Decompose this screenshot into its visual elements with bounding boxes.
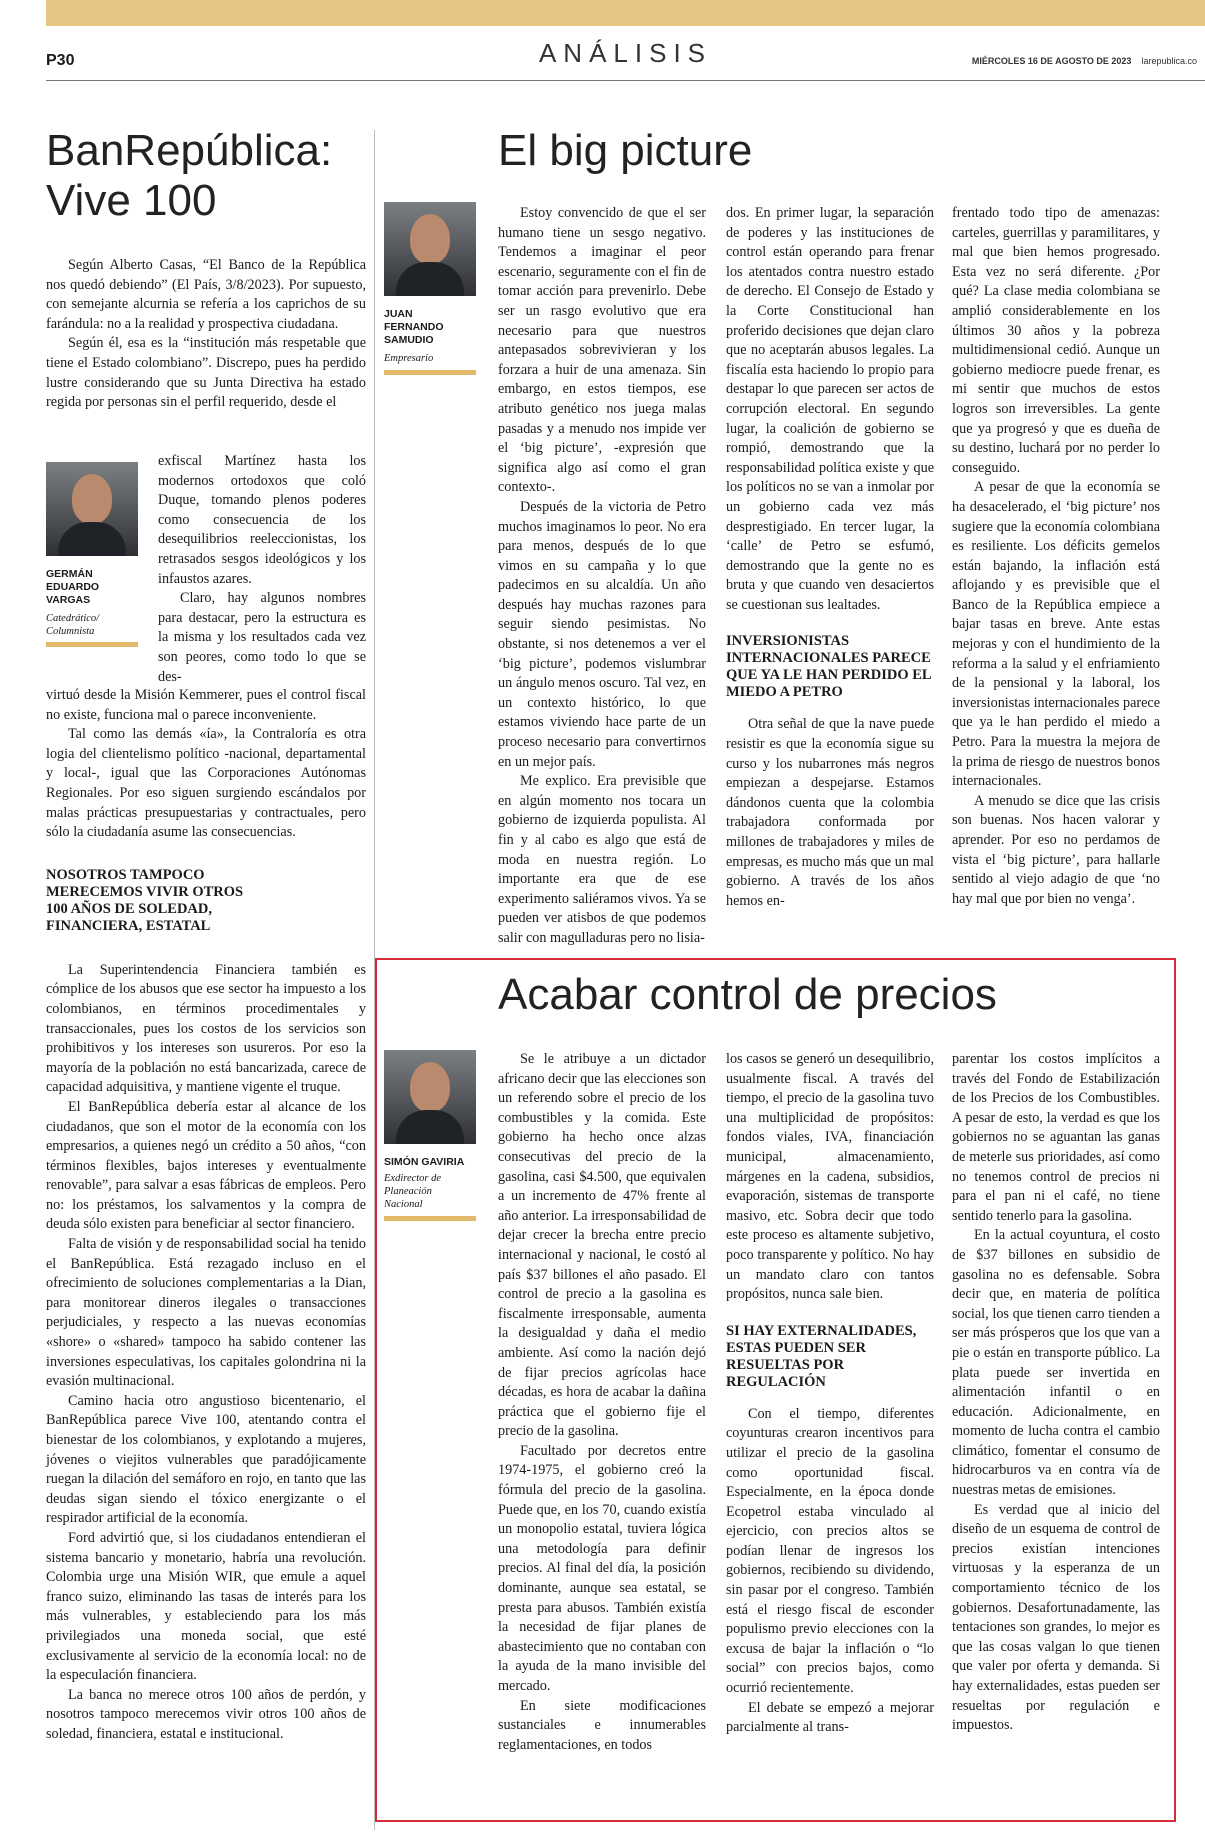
article3-c2-p2: Con el tiempo, diferentes coyunturas crearon incentivos para utilizar el precio de la gasolina como oportunidad fiscal. Especialmente, en la época donde Ecopetrol estaba vinculado al ejercicio, con precios altos se podían llenar de ingresos los gobiernos, recibiendo su dividendo, sin pasar por el congreso. También está el riesgo fiscal de esconder populismo previo elecciones con la excusa de bajar la inflación o “lo social” con precios bajos, como ocurrió recientemente. [726,1405,934,1697]
article2-col2 [726,204,934,911]
top-color-band [46,0,1205,26]
article1-body-wrap [158,452,366,687]
author-photo-juan-samudio [384,202,476,296]
article1-subheading: NOSOTROS TAMPOCO MERECEMOS VIVIR OTROS 100 AÑOS DE SOLEDAD, FINANCIERA, ESTATAL [46,866,244,934]
article1-p8: Camino hacia otro angustioso bicentenario, el BanRepública parece Vive 100, atentando contra el bienestar de los colombianos, y explotando a mujeres, jóvenes o viejitos vulnerables que paradójicamente ruegan la dilación del semáforo en rojo, en tanto que las deudas sigan siendo el tóxico energizante o el respirador artificial de la economía. [46,1392,366,1527]
article1-p3b: virtuó desde la Misión Kemmerer, pues el control fiscal no existe, funciona mal o parece inconveniente. [46,687,366,723]
article3-c3-p3: Es verdad que al inicio del diseño de un esquema de control de precios existían intenciones virtuosas y la esperanza de un comportamiento técnico de los gobiernos. Desafortunadamente, las tentaciones son grandes, lo mejor es que las cosas valgan lo que tienen que valer por oferta y demanda. Si hay externalidades, estas pueden ser resueltas por regulación e impuestos. [952,1501,1160,1734]
article2-c1-p3: Me explico. Era previsible que en algún momento nos tocara un gobierno de izquierda populista. Al fin y al cabo es algo que está de moda en nuestra región. Lo importante era que de ese experimento saliéramos vivos. Ya se pueden ver atisbos de que podemos salir con magulladuras pero no lisia- [498,773,706,946]
article3-author: SIMÓN GAVIRIA [384,1156,465,1168]
date: MIÉRCOLES 16 DE AGOSTO DE 2023 [971,56,1132,66]
article2-author-role: Empresario [384,353,434,364]
article1-p1: Según Alberto Casas, “El Banco de la República nos quedó debiendo” (El País, 3/8/2023). Por supuesto, con semejante alcurnia se refería a los caprichos de su farándula: no a la realidad y prospectiva ciudadana. [46,257,366,332]
article2-c1-p1: Estoy convencido de que el ser humano tiene un sesgo negativo. Tendemos a imaginar el peor escenario, seguramente con el fin de tomar acción para prevenirlo. Debe ser un rasgo evolutivo que era necesario para que nuestros antepasados sobrevivieran y los forzara a huir de una amenaza. Sin embargo, en estos tiempos, ese atributo genético nos juega malas pasadas y a menudo nos impide ver el ‘big picture’, -expresión que significa algo así como el gran contexto-. [498,205,706,496]
article1-title-line2: Vive 100 [46,176,217,225]
article2-subheading: INVERSIONISTAS INTERNACIONALES PARECE QUE YA LE HAN PERDIDO EL MIEDO A PETRO [726,633,931,701]
section-title: ANÁLISIS [538,38,713,68]
article3-col3 [952,1050,1160,1736]
article1-author-role: Catedrático/ Columnista [46,613,100,637]
article3-c3-p1: parentar los costos implícitos a través del Fondo de Estabilización de los Precios de los Combustibles. A pesar de esto, la verdad es que los gobiernos no se aguantan las ganas de meterle sus prioridades, así como no tenemos control de precios ni para el pan ni el café, no tiene sentido tenerlo para la gasolina. [952,1051,1160,1224]
article2-author: JUAN FERNANDO SAMUDIO [384,308,444,346]
article1-author: GERMÁN EDUARDO VARGAS [46,568,100,606]
article1-body-bottom [46,686,366,1745]
page-header [46,36,1205,81]
article3-c1-p2: Facultado por decretos entre 1974-1975, el gobierno creó la fórmula del precio de la gasolina. Puede que, en los 70, cuando existía un monopolio estatal, tuviera lógica una metodología para definir precios. Al final del día, la posición dominante, aunque sea estatal, se presta para abusos. También existía la necesidad de fijar planes de abastecimiento que no contaban con la ayuda de la mano invisible del mercado. [498,1442,706,1694]
article2-c3-p3: A menudo se dice que las crisis son buenas. Nos hacen valorar y aprender. Por eso no perdamos de vista el ‘big picture’, para hallarle sentido al viejo adagio de que ‘no hay mal que por bien no venga’. [952,792,1160,907]
article1-body-top [46,256,366,413]
dateline [972,56,1197,66]
article3-title: Acabar control de precios [498,970,997,1019]
article2-c3-p2: A pesar de que la economía se ha desacelerado, el ‘big picture’ nos sugiere que la economía colombiana es resiliente. Los déficits gemelos están bajando, la inflación está aflojando y es previsible que el Banco de la República empiece a bajar tasas en breve. Ante estas mejoras y con el hundimiento de la reforma a la salud y el enfriamiento de la pensional y la laboral, los inversionistas internacionales parece que ya le han perdido el miedo a Petro. Para la muestra la mejora de la prima de riesgo de nuestros bonos internacionales. [952,479,1160,790]
article1-p3a: Claro, hay algunos nombres para destacar, pero la estructura es la misma y los resultados cada vez son peores, como todo lo que se des- [158,590,366,685]
article3-c3-p2: En la actual coyuntura, el costo de $37 billones en subsidio de gasolina no es defensable. Sobra decir que, en materia de política social, los que tienen carro tienden a ser más prósperos que los que van a pie o están en transporte público. La plata puede ser invertida en alimentación infantil o en educación. Adicionalmente, en momento de lucha contra el cambio climático, fomentar el consumo de hidrocarburos va en contra vía de nuestras metas de emisiones. [952,1227,1160,1499]
article2-col1 [498,204,706,949]
article1-p6: El BanRepública debería estar al alcance de los ciudadanos, que son el motor de la economía con los empresarios, a quienes negó un crédito a 50 años, “con términos flexibles, bajos intereses y eventualmente renovable”, para salvar a esas fábricas de empleos. Pero no: los préstamos, los salvamentos y la compra de deuda sólo existen para beneficiar al sector financiero. [46,1098,366,1233]
article1-p7: Falta de visión y de responsabilidad social ha tenido el BanRepública. Está rezagado incluso en el ofrecimiento de soluciones complementarias a la Dian, para monitorear dineros ilegales o transacciones perjudiciales, y respecto a las nuevas economías «shore» o «shared» tampoco ha sabido contener las inversiones especulativas, los capitales golondrina ni la evasión multinacional. [46,1236,366,1390]
article2-c2-p1: dos. En primer lugar, la separación de poderes y las instituciones de control están operando para frenar los atentados contra nuestro estado de derecho. El Consejo de Estado y la Corte Constitucional han proferido decisiones que dejan claro que no aceptarán abusos legales. La fiscalía esta haciendo lo propio para destapar lo que parecen ser actos de corrupción electoral. En segundo lugar, la coalición de gobierno se rompió, demostrando que la responsabilidad política existe y que los políticos no se van a inmolar por un gobierno cada vez más desprestigiado. En tercer lugar, la ‘calle’ de Petro se esfumó, demostrando que la gente no es bruta y que cuando ven desaciertos se cuestionan sus lealtades. [726,205,934,613]
article1-p2a: Según él, esa es la “institución más respetable que tiene el Estado colombiano”. Discrepo, pues ha perdido lustre considerando que su Junta Directiva ha estado regida por personas sin el perfil requerido, desde el [46,335,366,411]
article3-c1-p1: Se le atribuye a un dictador africano decir que las elecciones son un referendo sobre el precio de los combustibles y la comida. Este gobierno ha hecho once alzas consecutivas del precio de la gasolina, casi $4.500, que equivalen a un incremento de 47% frente al año anterior. La irresponsabilidad de dejar crecer la brecha entre precio internacional y nacional, le costó al país $37 billones el año pasado. El control de precio a la gasolina es fiscalmente irresponsable, aumenta la desigualdad y daña el medio ambiente. Así como la nación dejó de fijar precios agrícolas hace décadas, es hora de acabar la dañina práctica que el gobierno fije el precio de la gasolina. [498,1051,706,1440]
article2-col3 [952,204,1160,909]
article2-title: El big picture [498,126,753,175]
article1-p2b: exfiscal Martínez hasta los modernos ortodoxos que coló Duque, tomando plenos poderes como consecuencia de los desequilibrios reeleccionistas, los retrasados sesgos ideológicos y los infaustos azares. [158,453,366,587]
author-accent-bar [46,642,138,647]
article3-col2 [726,1050,934,1738]
article3-author-role: Exdirector de Planeación Nacional [384,1173,442,1210]
author-photo-simon-gaviria [384,1050,476,1144]
article3-col1 [498,1050,706,1755]
article2-c1-p2: Después de la victoria de Petro muchos imaginamos lo peor. No era para menos, después de lo que vimos en su campaña y lo que padecimos en su alcaldía. Un año después hay muchas razones para seguir siendo pesimistas. No obstante, si nos detenemos a ver el ‘big picture’, podemos vislumbrar un ángulo menos oscuro. Tal vez, en un contexto histórico, lo que estamos viviendo hace parte de un proceso necesario para convertirnos en un mejor país. [498,498,706,770]
article1-title [46,126,332,226]
article3-c2-p1: los casos se generó un desequilibrio, usualmente fiscal. A través del tiempo, el precio de la gasolina tuvo una multiplicidad de propósitos: fondos viales, IVA, financiación municipal, almacenamiento, márgenes en la cadena, subsidios, evaporación, sistemas de transporte masivo, etc. Sobra decir que todo este proceso es altamente subjetivo, poco transparente y político. No hay un mandato claro con tantos propósitos, nunca sale bien. [726,1051,934,1303]
article1-p9: Ford advirtió que, si los ciudadanos entendieran el sistema bancario y monetario, habría una revolución. Colombia urge una Misión WIR, que emule a aquel franco suizo, eliminando las tasas de interés para los más vulnerables, y estableciendo para los más privilegiados una moneda social, que esté exclusivamente al servicio de la economía local: no de la especulación financiera. [46,1529,366,1684]
page-number: P30 [46,52,75,69]
article2-c3-p1: frentado todo tipo de amenazas: carteles, guerrillas y paramilitares, y mal que bien hemos progresado. Esta vez no será diferente. ¿Por qué? La clase media colombiana se amplió considerablemente en los últimos 30 años y la pobreza multidimensional cedió. Aunque un gobierno mediocre puede frenar, es mi sentir que muchos de estos logros son irreversibles. La gente que ya progresó y que es dueña de su destino, luchará por no perder lo conseguido. [952,205,1160,476]
article1-p5: La Superintendencia Financiera también es cómplice de los abusos que ese sector ha impuesto a los colombianos, en términos procedimentales y transaccionales, pues los costos de los servicios son prohibitivos y los intereses son usureros. Por eso la mayoría de la población no está bancarizada, carece de capacidad adquisitiva, y mantiene vigente el truque. [46,961,366,1096]
article3-c2-p3: El debate se empezó a mejorar parcialmente al trans- [726,1699,934,1736]
article3-c1-p3: En siete modificaciones sustanciales e innumerables reglamentaciones, en todos [498,1697,706,1753]
article3-subheading: SI HAY EXTERNALIDADES, ESTAS PUEDEN SER RESUELTAS POR REGULACIÓN [726,1322,917,1390]
site-link[interactable]: larepublica.co [1141,56,1197,66]
author-accent-bar [384,1216,476,1221]
article1-p4: Tal como las demás «ía», la Contraloría es otra logia del clientelismo político -nacional, departamental y local-, igual que las Corporaciones Autónomas Regionales. Por eso siguen surgiendo escándalos por malas prácticas presupuestarias y contractuales, pero sólo la ciudadanía asume las consecuencias. [46,726,366,841]
author-accent-bar [384,370,476,375]
author-photo-german-vargas [46,462,138,556]
article1-p10: La banca no merece otros 100 años de perdón, y nosotros tampoco merecemos vivir otros 100 años de soledad, financiera, estatal e institucional. [46,1686,366,1742]
article1-title-line1: BanRepública: [46,126,333,175]
article2-c2-p2: Otra señal de que la nave puede resistir es que la economía sigue su curso y los nubarrones más negros empiezan a despejarse. Estamos dándonos cuenta que la colombia trabajadora conformada por millones de trabajadores y miles de empresas, es mucho más que un mal gobierno. A través de los años hemos en- [726,716,934,909]
